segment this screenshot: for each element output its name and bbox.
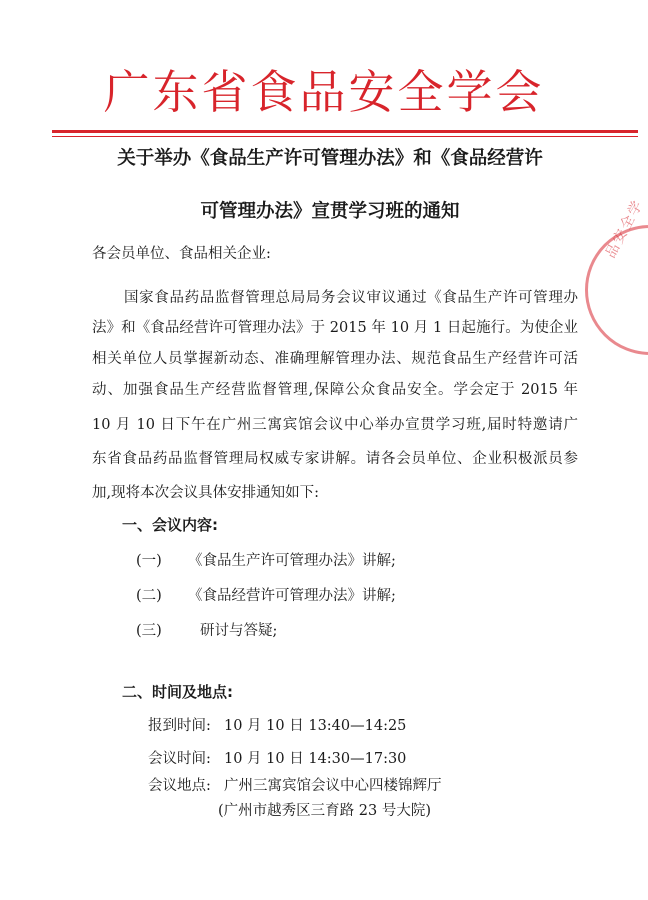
notice-title-line-1: 关于举办《食品生产许可管理办法》和《食品经营许 (117, 148, 543, 169)
item-3-number: (三) (136, 623, 162, 639)
section1-heading: 一、会议内容: (122, 516, 218, 534)
venue-label: 会议地点: (148, 778, 211, 794)
org-letterhead-title: 广东省食品安全学会 (103, 65, 545, 119)
registration-time-value: 10 月 10 日 13:40—14:25 (224, 718, 407, 734)
item-3-text: 研讨与答疑; (200, 623, 278, 639)
item-1-number: (一) (136, 553, 162, 569)
notice-title-line-2: 可管理办法》宣贯学习班的通知 (200, 201, 460, 222)
body-line-2: 法》和《食品经营许可管理办法》于 2015 年 10 月 1 日起施行。为使企业 (92, 320, 578, 336)
body-line-4: 动、加强食品生产经营监督管理,保障公众食品安全。学会定于 2015 年 (92, 382, 578, 398)
body-line-6: 东省食品药品监督管理局权威专家讲解。请各会员单位、企业积极派员参 (92, 451, 578, 467)
item-1-text: 《食品生产许可管理办法》讲解; (188, 553, 396, 569)
body-line-7: 加,现将本次会议具体安排通知如下: (92, 485, 319, 501)
seal-text: 品安全学 (602, 196, 647, 261)
letterhead-rule-thin (52, 136, 638, 137)
salutation: 各会员单位、食品相关企业: (92, 246, 271, 262)
meeting-time-value: 10 月 10 日 14:30—17:30 (224, 751, 407, 767)
item-2-text: 《食品经营许可管理办法》讲解; (188, 588, 396, 604)
venue-value: 广州三寓宾馆会议中心四楼锦辉厅 (224, 778, 442, 794)
body-line-3: 相关单位人员掌握新动态、准确理解管理办法、规范食品生产经营许可活 (92, 351, 578, 367)
meeting-time-label: 会议时间: (148, 751, 211, 767)
venue-address: (广州市越秀区三育路 23 号大院) (218, 803, 431, 819)
letterhead-rule-thick (52, 130, 638, 133)
body-line-5: 10 月 10 日下午在广州三寓宾馆会议中心举办宣贯学习班,届时特邀请广 (92, 417, 578, 433)
registration-time-label: 报到时间: (148, 718, 211, 734)
body-line-1: 国家食品药品监督管理总局局务会议审议通过《食品生产许可管理办 (124, 290, 578, 306)
section2-heading: 二、时间及地点: (122, 683, 233, 701)
item-2-number: (二) (136, 588, 162, 604)
